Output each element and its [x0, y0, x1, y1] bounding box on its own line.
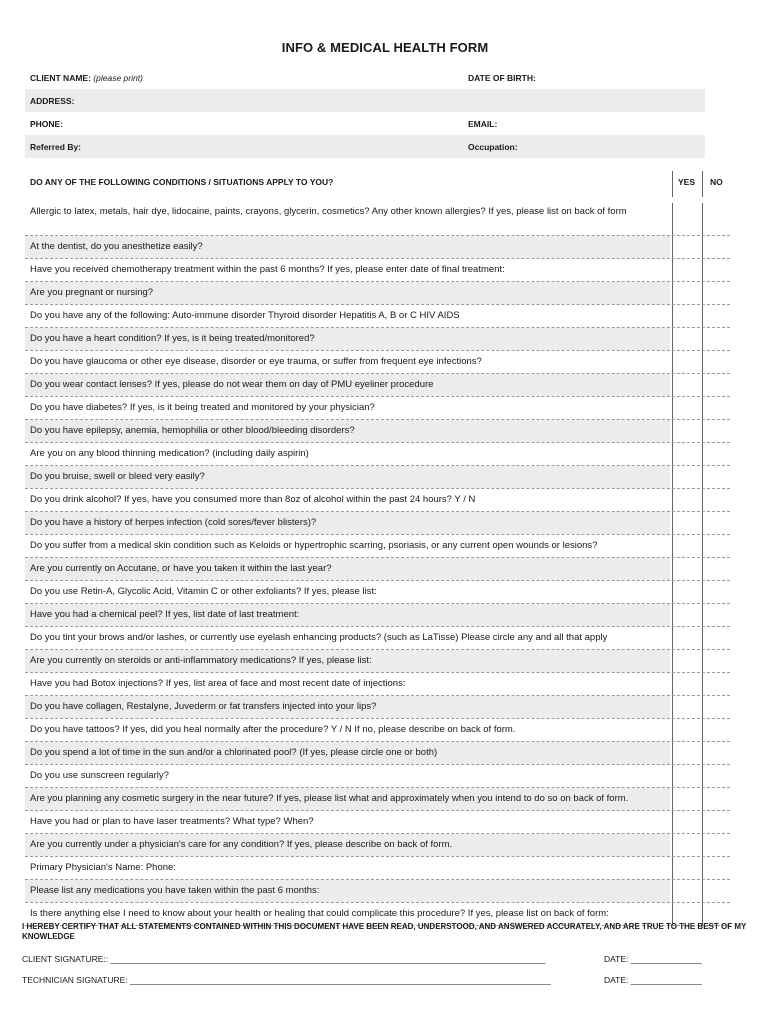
yes-checkbox[interactable] — [672, 203, 701, 235]
technician-date-line[interactable]: DATE: _______________ — [604, 975, 702, 985]
question-text: Do you have a heart condition? If yes, is it being treated/monitored? — [30, 333, 315, 344]
yes-checkbox[interactable] — [672, 834, 701, 856]
question-text: Do you have glaucoma or other eye disease, disorder or eye trauma, or suffer from frequent eye infections? — [30, 356, 482, 367]
technician-signature-line[interactable]: TECHNICIAN SIGNATURE: _________________________________________________________________________________________ — [22, 975, 551, 985]
question-row — [25, 512, 730, 535]
email-label: EMAIL: — [468, 119, 498, 129]
phone-label: PHONE: — [30, 119, 64, 129]
question-row — [25, 397, 730, 420]
question-cell — [25, 857, 670, 879]
question-row — [25, 203, 730, 236]
question-cell — [25, 650, 670, 672]
question-text: Do you tint your brows and/or lashes, or currently use eyelash enhancing products? (such as LaTisse) Please circle any and all that apply — [30, 632, 608, 643]
question-text: Are you planning any cosmetic surgery in the near future? If yes, please list what and approximately when you intend to do so on back of form. — [30, 793, 629, 804]
yes-checkbox[interactable] — [672, 466, 701, 488]
question-cell — [25, 443, 670, 465]
no-checkbox[interactable] — [702, 604, 731, 626]
question-row — [25, 880, 730, 903]
question-row — [25, 765, 730, 788]
client-name-row — [25, 66, 705, 89]
question-cell — [25, 282, 670, 304]
question-text: Do you have diabetes? If yes, is it being treated and monitored by your physician? — [30, 402, 375, 413]
referred-label: Referred By: — [30, 142, 82, 152]
question-text: Primary Physician's Name: Phone: — [30, 862, 176, 873]
yes-checkbox[interactable] — [672, 443, 701, 465]
yes-checkbox[interactable] — [672, 857, 701, 879]
question-row — [25, 351, 730, 374]
question-cell — [25, 627, 670, 649]
no-checkbox[interactable] — [702, 788, 731, 810]
question-text: Are you currently under a physician's care for any condition? If yes, please describe on back of form. — [30, 839, 453, 850]
question-cell — [25, 328, 670, 350]
header-divider — [672, 171, 673, 197]
question-text: Do you suffer from a medical skin condition such as Keloids or hypertrophic scarring, psoriasis, or any current open wounds or lesions? — [30, 540, 598, 551]
yes-checkbox[interactable] — [672, 696, 701, 718]
question-text: Do you drink alcohol? If yes, have you consumed more than 8oz of alcohol within the past 24 hours? Y / N — [30, 494, 476, 505]
questions-header — [25, 171, 725, 191]
question-text: Have you had or plan to have laser treatments? What type? When? — [30, 816, 314, 827]
client-date-line[interactable]: DATE: _______________ — [604, 954, 702, 964]
question-cell — [25, 489, 670, 511]
yes-checkbox[interactable] — [672, 535, 701, 557]
client-name-hint: (please print) — [93, 73, 143, 83]
yes-checkbox[interactable] — [672, 673, 701, 695]
no-checkbox[interactable] — [702, 259, 731, 281]
occupation-label: Occupation: — [468, 142, 518, 152]
no-checkbox[interactable] — [702, 880, 731, 902]
question-cell — [25, 719, 670, 741]
yes-checkbox[interactable] — [672, 811, 701, 833]
no-checkbox[interactable] — [702, 719, 731, 741]
question-text: Do you use Retin-A, Glycolic Acid, Vitamin C or other exfoliants? If yes, please list: — [30, 586, 377, 597]
question-text: Allergic to latex, metals, hair dye, lidocaine, paints, crayons, glycerin, cosmetics? Any other known allergies? If yes, please list on back of form — [30, 206, 627, 217]
no-checkbox[interactable] — [702, 512, 731, 534]
question-cell — [25, 673, 670, 695]
yes-checkbox[interactable] — [672, 765, 701, 787]
no-checkbox[interactable] — [702, 420, 731, 442]
question-text: Do you wear contact lenses? If yes, please do not wear them on day of PMU eyeliner procedure — [30, 379, 434, 390]
question-text: Please list any medications you have taken within the past 6 months: — [30, 885, 320, 896]
question-cell — [25, 788, 670, 810]
questions-list — [25, 203, 730, 926]
yes-checkbox[interactable] — [672, 512, 701, 534]
address-row — [25, 89, 705, 112]
question-row — [25, 788, 730, 811]
question-cell — [25, 535, 670, 557]
question-text: Do you spend a lot of time in the sun and/or a chlorinated pool? (If yes, please circle one or both) — [30, 747, 438, 758]
question-cell — [25, 259, 670, 281]
question-cell — [25, 305, 670, 327]
header-divider — [702, 171, 703, 197]
no-checkbox[interactable] — [702, 236, 731, 258]
yes-checkbox[interactable] — [672, 351, 701, 373]
certification-statement: I HEREBY CERTIFY THAT ALL STATEMENTS CONTAINED WITHIN THIS DOCUMENT HAVE BEEN READ, UNDERSTOOD, AND ANSWERED ACCURATELY, AND ARE TRUE TO THE BEST OF MY KNOWLEDGE — [22, 922, 747, 941]
no-checkbox[interactable] — [702, 397, 731, 419]
question-row — [25, 443, 730, 466]
question-text: Do you have a history of herpes infection (cold sores/fever blisters)? — [30, 517, 317, 528]
question-text: Are you on any blood thinning medication? (including daily aspirin) — [30, 448, 309, 459]
no-checkbox[interactable] — [702, 558, 731, 580]
yes-checkbox[interactable] — [672, 236, 701, 258]
question-text: At the dentist, do you anesthetize easily? — [30, 241, 203, 252]
address-label: ADDRESS: — [30, 96, 75, 106]
technician-signature-row[interactable] — [22, 975, 757, 987]
question-row — [25, 811, 730, 834]
yes-checkbox[interactable] — [672, 650, 701, 672]
question-cell — [25, 696, 670, 718]
question-text: Have you received chemotherapy treatment within the past 6 months? If yes, please enter date of final treatment: — [30, 264, 505, 275]
no-checkbox[interactable] — [702, 443, 731, 465]
question-cell — [25, 374, 670, 396]
no-checkbox[interactable] — [702, 742, 731, 764]
yes-checkbox[interactable] — [672, 305, 701, 327]
yes-column-label: YES — [678, 177, 696, 187]
yes-checkbox[interactable] — [672, 581, 701, 603]
question-row — [25, 558, 730, 581]
question-cell — [25, 742, 670, 764]
question-row — [25, 581, 730, 604]
yes-checkbox[interactable] — [672, 558, 701, 580]
yes-checkbox[interactable] — [672, 719, 701, 741]
question-row — [25, 857, 730, 880]
question-row — [25, 374, 730, 397]
question-text: Are you currently on steroids or anti-inflammatory medications? If yes, please list: — [30, 655, 372, 666]
client-signature-line[interactable]: CLIENT SIGNATURE:: ____________________________________________________________________________________________ — [22, 954, 546, 964]
question-row — [25, 305, 730, 328]
question-row — [25, 466, 730, 489]
no-checkbox[interactable] — [702, 627, 731, 649]
no-checkbox[interactable] — [702, 834, 731, 856]
yes-checkbox[interactable] — [672, 604, 701, 626]
no-checkbox[interactable] — [702, 765, 731, 787]
yes-checkbox[interactable] — [672, 788, 701, 810]
questions-prompt: DO ANY OF THE FOLLOWING CONDITIONS / SITUATIONS APPLY TO YOU? — [30, 177, 334, 187]
question-cell — [25, 466, 670, 488]
question-row — [25, 834, 730, 857]
question-cell — [25, 420, 670, 442]
yes-checkbox[interactable] — [672, 627, 701, 649]
form-title: INFO & MEDICAL HEALTH FORM — [281, 40, 489, 55]
question-row — [25, 420, 730, 443]
question-text: Are you currently on Accutane, or have you taken it within the last year? — [30, 563, 332, 574]
yes-checkbox[interactable] — [672, 420, 701, 442]
no-checkbox[interactable] — [702, 282, 731, 304]
no-checkbox[interactable] — [702, 489, 731, 511]
question-cell — [25, 834, 670, 856]
no-column-label: NO — [710, 177, 723, 187]
yes-checkbox[interactable] — [672, 374, 701, 396]
yes-checkbox[interactable] — [672, 880, 701, 902]
question-cell — [25, 581, 670, 603]
question-text: Have you had a chemical peel? If yes, list date of last treatment: — [30, 609, 300, 620]
no-checkbox[interactable] — [702, 328, 731, 350]
question-row — [25, 489, 730, 512]
question-row — [25, 650, 730, 673]
client-name-label: CLIENT NAME: — [30, 73, 91, 83]
no-checkbox[interactable] — [702, 535, 731, 557]
question-row — [25, 535, 730, 558]
yes-checkbox[interactable] — [672, 489, 701, 511]
no-checkbox[interactable] — [702, 374, 731, 396]
dob-label: DATE OF BIRTH: — [468, 73, 536, 83]
no-checkbox[interactable] — [702, 203, 731, 235]
yes-checkbox[interactable] — [672, 259, 701, 281]
yes-checkbox[interactable] — [672, 397, 701, 419]
question-row — [25, 673, 730, 696]
phone-row — [25, 112, 705, 135]
question-row — [25, 696, 730, 719]
referred-row — [25, 135, 705, 158]
question-text: Do you have tattoos? If yes, did you heal normally after the procedure? Y / N If no, please describe on back of form. — [30, 724, 516, 735]
question-cell — [25, 765, 670, 787]
question-cell — [25, 351, 670, 373]
client-signature-row[interactable] — [22, 954, 757, 966]
question-row — [25, 627, 730, 650]
question-cell — [25, 811, 670, 833]
no-checkbox[interactable] — [702, 857, 731, 879]
question-text: Have you had Botox injections? If yes, list area of face and most recent date of injections: — [30, 678, 406, 689]
question-cell — [25, 604, 670, 626]
yes-checkbox[interactable] — [672, 742, 701, 764]
question-text: Are you pregnant or nursing? — [30, 287, 154, 298]
question-row — [25, 742, 730, 765]
no-checkbox[interactable] — [702, 305, 731, 327]
question-row — [25, 259, 730, 282]
no-checkbox[interactable] — [702, 673, 731, 695]
no-checkbox[interactable] — [702, 811, 731, 833]
question-row — [25, 328, 730, 351]
yes-checkbox[interactable] — [672, 328, 701, 350]
no-checkbox[interactable] — [702, 466, 731, 488]
question-cell — [25, 236, 670, 258]
question-text: Do you have any of the following: Auto-immune disorder Thyroid disorder Hepatitis A, B or C HIV AIDS — [30, 310, 460, 321]
no-checkbox[interactable] — [702, 696, 731, 718]
no-checkbox[interactable] — [702, 650, 731, 672]
yes-checkbox[interactable] — [672, 282, 701, 304]
question-row — [25, 719, 730, 742]
question-cell — [25, 880, 670, 902]
question-text: Do you have collagen, Restalyne, Juvederm or fat transfers injected into your lips? — [30, 701, 377, 712]
question-text: Do you bruise, swell or bleed very easily? — [30, 471, 205, 482]
question-text: Do you have epilepsy, anemia, hemophilia or other blood/bleeding disorders? — [30, 425, 355, 436]
question-text: Is there anything else I need to know about your health or healing that could complicate this procedure? If yes, please list on back of form: — [30, 908, 609, 919]
question-row — [25, 282, 730, 305]
no-checkbox[interactable] — [702, 351, 731, 373]
question-row — [25, 236, 730, 259]
no-checkbox[interactable] — [702, 581, 731, 603]
question-cell — [25, 512, 670, 534]
question-cell — [25, 558, 670, 580]
question-cell — [25, 203, 670, 235]
question-text: Do you use sunscreen regularly? — [30, 770, 169, 781]
question-cell — [25, 397, 670, 419]
question-row — [25, 604, 730, 627]
